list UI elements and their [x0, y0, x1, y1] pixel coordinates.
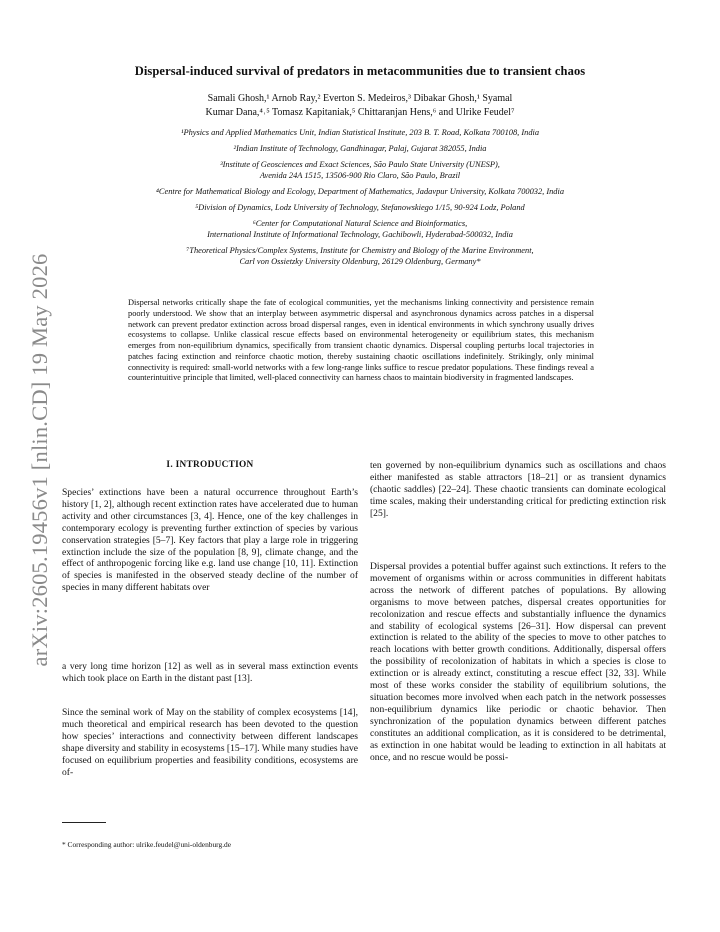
affiliation [60, 159, 660, 182]
body-paragraph: a very long time horizon [12] as well as in several mass extinction events which took place on Earth in the distant past [13]. [62, 661, 358, 684]
affiliation-line: ⁵Division of Dynamics, Lodz University of Technology, Stefanowskiego 1/15, 90-924 Lodz, Poland [195, 202, 525, 212]
body-paragraph: Dispersal provides a potential buffer against such extinctions. It refers to the movement of organisms within or across communities in different habitats across the network of different patches of populations. By allowing organisms to move between patches, dispersal creates opportunities for recolonization and rescue effects and substantially influence the dynamics and stability of ecological systems [26–31]. How dispersal can prevent extinction is related to the ability of the species to move to other patches to reach locations with better growth conditions. Additionally, dispersal offers the possibility of recolonization of habitats in which a species is close to extinction or is already extinct, constituting a rescue effect [32, 33]. While most of these works consider the stability of equilibrium solutions, the situation becomes more involved when each patch in the network possesses non-equilibrium dynamics like periodic or chaotic behavior. Then synchronization of the population dynamics between different patches constitutes an additional complication, as it is considered to be detrimental, as extinction in one habitat would be leading to extinction in all habitats at once, and no rescue would be possi- [370, 561, 666, 763]
paper-title: Dispersal-induced survival of predators in metacommunities due to transient chaos [134, 64, 586, 78]
affiliation-line: International Institute of Informational Technology, Gachibowli, Hyderabad-500032, India [207, 230, 513, 240]
author-list [120, 92, 600, 120]
body-paragraph: Since the seminal work of May on the stability of complex ecosystems [14], much theoretical and empirical research has been devoted to the question how species’ interactions and connectivity between different landscapes shape diversity and stability in ecosystems [15–17]. While many studies have focused on equilibrium properties and feasibility conditions, ecosystems are of- [62, 707, 358, 778]
affiliation-line: ⁴Centre for Mathematical Biology and Ecology, Department of Mathematics, Jadavpur University, Kolkata 700032, India [155, 186, 565, 196]
affiliation-line: ¹Physics and Applied Mathematics Unit, Indian Statistical Institute, 203 B. T. Road, Kolkata 700108, India [180, 128, 540, 137]
left-column-paragraph [62, 661, 358, 685]
arxiv-identifier-stamp [10, 250, 70, 670]
footnote-divider [62, 822, 106, 823]
author-line: Kumar Dana,⁴˒⁵ Tomasz Kapitaniak,⁵ Chittaranjan Hens,⁶ and Ulrike Feudel⁷ [205, 107, 515, 118]
affiliation [60, 143, 660, 155]
affiliation-line: ²Indian Institute of Technology, Gandhinagar, Palaj, Gujarat 382055, India [233, 143, 487, 153]
left-column-paragraph [62, 707, 358, 778]
right-column-paragraph [370, 561, 666, 763]
arxiv-identifier-text: arXiv:2605.19456v1 [nlin.CD] 19 May 2026 [27, 253, 52, 667]
affiliation-line: ⁷Theoretical Physics/Complex Systems, Institute for Chemistry and Biology of the Marine Environment, [186, 245, 534, 255]
affiliation [60, 186, 660, 198]
section-heading-introduction: I. INTRODUCTION [166, 460, 254, 470]
affiliation-line: Avenida 24A 1515, 13506-900 Rio Claro, São Paulo, Brazil [259, 171, 461, 181]
body-paragraph: ten governed by non-equilibrium dynamics such as oscillations and chaos either manifested as stable attractors [18–21] or as transient dynamics (chaotic saddles) [22–24]. These chaotic transients can dominate ecological time scales, making their understanding critical for predicting extinction risk [25]. [370, 460, 666, 519]
affiliation [60, 245, 660, 268]
affiliation [60, 218, 660, 241]
right-column-paragraph [370, 460, 666, 520]
abstract: Dispersal networks critically shape the fate of ecological communities, yet the mechanisms linking connectivity and persistence remain poorly understood. We show that an interplay between asymmetric dispersal and asynchronous dynamics across patches in a dispersal network can prevent predator extinction across broad dispersal ranges, even in identical environments in which synchrony usually drives ecosystems to collapse. Unlike classical rescue effects based on environmental heterogeneity or equilibrium states, this mechanism emerges from non-equilibrium dynamics, specifically from transient chaotic dynamics. Dispersal coupling perturbs local trajectories in patches facing extinction and reinforce chaotic motion, thereby sustaining chaotic oscillations indefinitely. Strikingly, only minimal connectivity is required: small-world networks with a few long-range links suffice to rescue predator populations. These findings reveal a counterintuitive principle that limited, well-placed connectivity can harness chaos to maintain biodiversity in fragmented landscapes. [128, 298, 594, 383]
affiliation-line: ⁶Center for Computational Natural Science and Bioinformatics, [252, 218, 468, 228]
footnote-corresponding-author: * Corresponding author: ulrike.feudel@uni-oldenburg.de [62, 840, 232, 849]
left-column-paragraph [62, 487, 358, 594]
affiliation [60, 202, 660, 214]
author-line: Samali Ghosh,¹ Arnob Ray,² Everton S. Medeiros,³ Dibakar Ghosh,¹ Syamal [207, 93, 513, 104]
affiliation-list [60, 127, 660, 272]
affiliation [60, 127, 660, 139]
body-paragraph: Species’ extinctions have been a natural occurrence throughout Earth’s history [1, 2], although recent extinction rates have accelerated due to human activity and other circumstances [3, 4]. Hence, one of the key challenges in contemporary ecology is preventing further extinction of species by various conservation strategies [5–7]. Key factors that play a large role in triggering extinction include the size of the population [8, 9], climate change, and the effect of anthropogenic forcing like e.g. land use change [10, 11]. Extinction of species is manifested in the observed steady decline of the number of species in many different habitats over [62, 487, 358, 594]
affiliation-line: Carl von Ossietzky University Oldenburg, 26129 Oldenburg, Germany* [239, 257, 481, 267]
affiliation-line: ³Institute of Geosciences and Exact Sciences, São Paulo State University (UNESP), [220, 159, 500, 169]
